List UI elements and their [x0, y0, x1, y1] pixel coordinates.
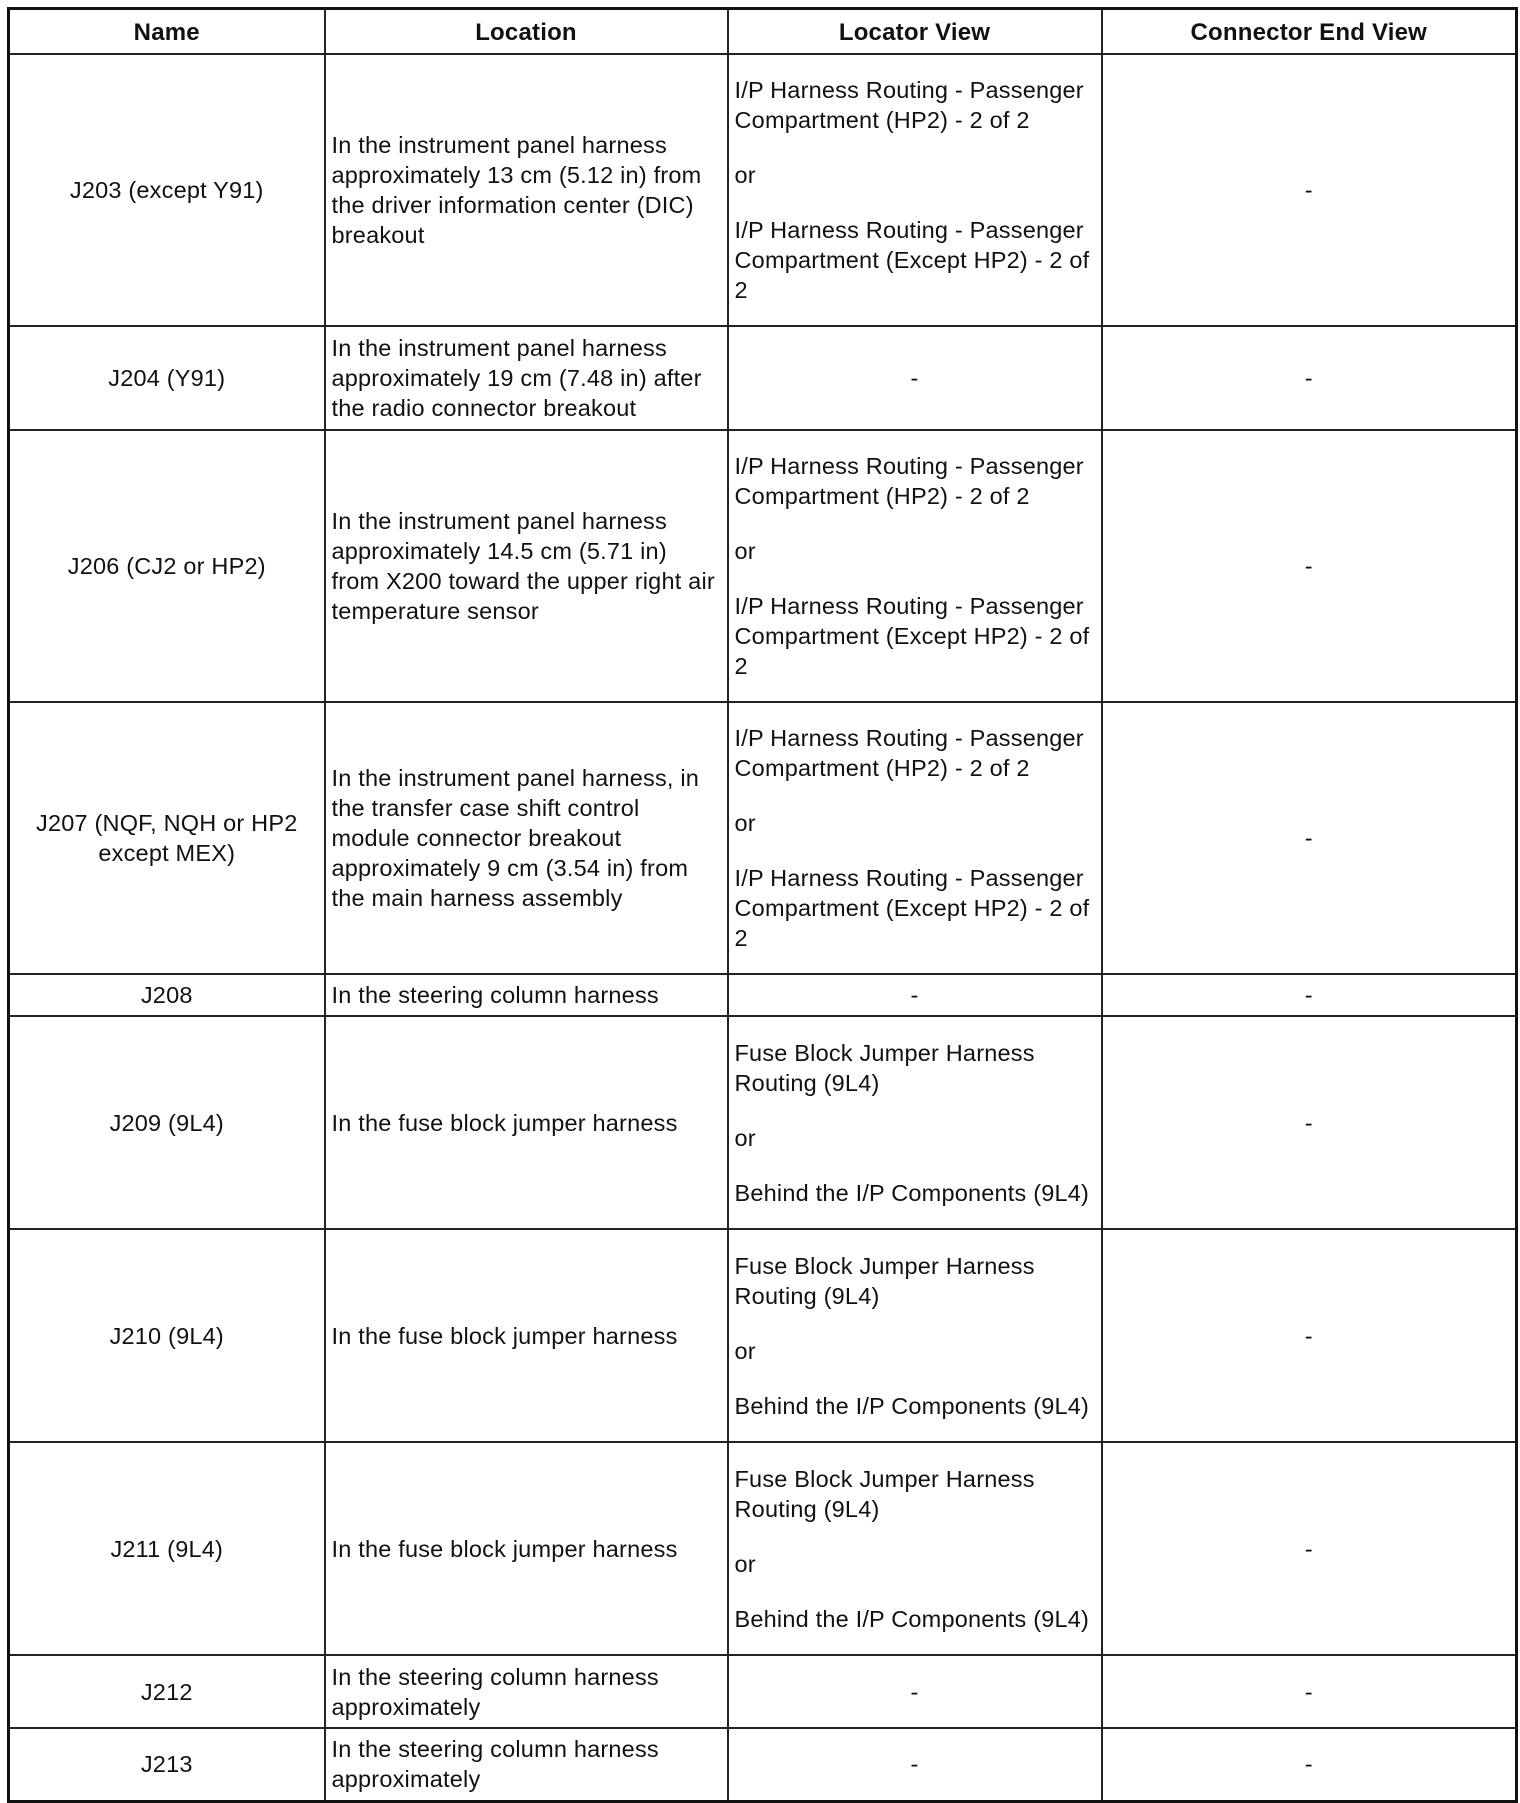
cell-location: In the instrument panel harness approximately 19 cm (7.48 in) after the radio connector breakout [325, 326, 728, 430]
cell-location: In the steering column harness approximately [325, 1655, 728, 1728]
header-location: Location [325, 9, 728, 55]
header-row [9, 9, 1517, 55]
cell-name: J213 [9, 1728, 325, 1801]
cell-connector-end-view: - [1102, 974, 1517, 1016]
cell-location: In the instrument panel harness, in the transfer case shift control module connector breakout approximately 9 cm (3.54 in) from the main harness assembly [325, 702, 728, 974]
cell-name: J209 (9L4) [9, 1016, 325, 1229]
locator-link[interactable]: I/P Harness Routing - Passenger Compartment (HP2) - 2 of 2 [734, 725, 1084, 781]
cell-name: J211 (9L4) [9, 1442, 325, 1655]
cell-connector-end-view: - [1102, 1229, 1517, 1442]
table-row [9, 54, 1517, 326]
locator-link[interactable]: I/P Harness Routing - Passenger Compartment (Except HP2) - 2 of 2 [734, 593, 1090, 679]
cell-name: J210 (9L4) [9, 1229, 325, 1442]
locator-link[interactable]: Behind the I/P Components (9L4) [734, 1392, 1090, 1419]
cell-locator-view [728, 1016, 1102, 1229]
cell-location: In the fuse block jumper harness [325, 1442, 728, 1655]
locator-link[interactable]: I/P Harness Routing - Passenger Compartment (Except HP2) - 2 of 2 [734, 217, 1090, 303]
locator-link[interactable]: I/P Harness Routing - Passenger Compartment (HP2) - 2 of 2 [734, 453, 1084, 509]
table-row [9, 1229, 1517, 1442]
locator-link[interactable]: Behind the I/P Components (9L4) [734, 1605, 1090, 1632]
locator-or: or [734, 810, 756, 836]
cell-connector-end-view: - [1102, 1655, 1517, 1728]
cell-name: J206 (CJ2 or HP2) [9, 430, 325, 702]
cell-location: In the instrument panel harness approximately 14.5 cm (5.71 in) from X200 toward the upper right air temperature sensor [325, 430, 728, 702]
cell-location: In the instrument panel harness approximately 13 cm (5.12 in) from the driver information center (DIC) breakout [325, 54, 728, 326]
header-connector-end-view: Connector End View [1102, 9, 1517, 55]
cell-name: J204 (Y91) [9, 326, 325, 430]
table-row [9, 1442, 1517, 1655]
locator-or: or [734, 162, 756, 188]
locator-or: or [734, 1550, 756, 1577]
cell-connector-end-view: - [1102, 326, 1517, 430]
cell-connector-end-view: - [1102, 54, 1517, 326]
locator-or: or [734, 1124, 756, 1151]
cell-locator-view: - [728, 1655, 1102, 1728]
cell-connector-end-view: - [1102, 1442, 1517, 1655]
cell-locator-view: - [728, 326, 1102, 430]
cell-location: In the steering column harness approximately [325, 1728, 728, 1801]
cell-location: In the fuse block jumper harness [325, 1016, 728, 1229]
cell-connector-end-view: - [1102, 1728, 1517, 1801]
locator-link[interactable]: Fuse Block Jumper Harness Routing (9L4) [734, 1465, 1035, 1522]
locator-link[interactable]: I/P Harness Routing - Passenger Compartment (HP2) - 2 of 2 [734, 77, 1084, 133]
cell-connector-end-view: - [1102, 702, 1517, 974]
cell-locator-view [728, 430, 1102, 702]
locator-link[interactable]: Behind the I/P Components (9L4) [734, 1179, 1090, 1206]
cell-location: In the steering column harness [325, 974, 728, 1016]
locator-link[interactable]: Fuse Block Jumper Harness Routing (9L4) [734, 1252, 1035, 1309]
cell-connector-end-view: - [1102, 1016, 1517, 1229]
table-row [9, 326, 1517, 430]
locator-or: or [734, 1337, 756, 1364]
locator-link[interactable]: Fuse Block Jumper Harness Routing (9L4) [734, 1039, 1035, 1096]
cell-locator-view [728, 1442, 1102, 1655]
table-row [9, 702, 1517, 974]
splice-location-table [7, 7, 1518, 1803]
table-row [9, 974, 1517, 1016]
header-locator-view: Locator View [728, 9, 1102, 55]
locator-or: or [734, 538, 756, 564]
cell-name: J207 (NQF, NQH or HP2 except MEX) [9, 702, 325, 974]
cell-name: J212 [9, 1655, 325, 1728]
table-row [9, 430, 1517, 702]
cell-name: J208 [9, 974, 325, 1016]
cell-locator-view [728, 702, 1102, 974]
table-row [9, 1655, 1517, 1728]
locator-link[interactable]: I/P Harness Routing - Passenger Compartment (Except HP2) - 2 of 2 [734, 865, 1090, 951]
cell-location: In the fuse block jumper harness [325, 1229, 728, 1442]
cell-locator-view [728, 54, 1102, 326]
cell-connector-end-view: - [1102, 430, 1517, 702]
cell-name: J203 (except Y91) [9, 54, 325, 326]
table-row [9, 1728, 1517, 1801]
table-row [9, 1016, 1517, 1229]
cell-locator-view: - [728, 1728, 1102, 1801]
header-name: Name [9, 9, 325, 55]
cell-locator-view [728, 1229, 1102, 1442]
cell-locator-view: - [728, 974, 1102, 1016]
